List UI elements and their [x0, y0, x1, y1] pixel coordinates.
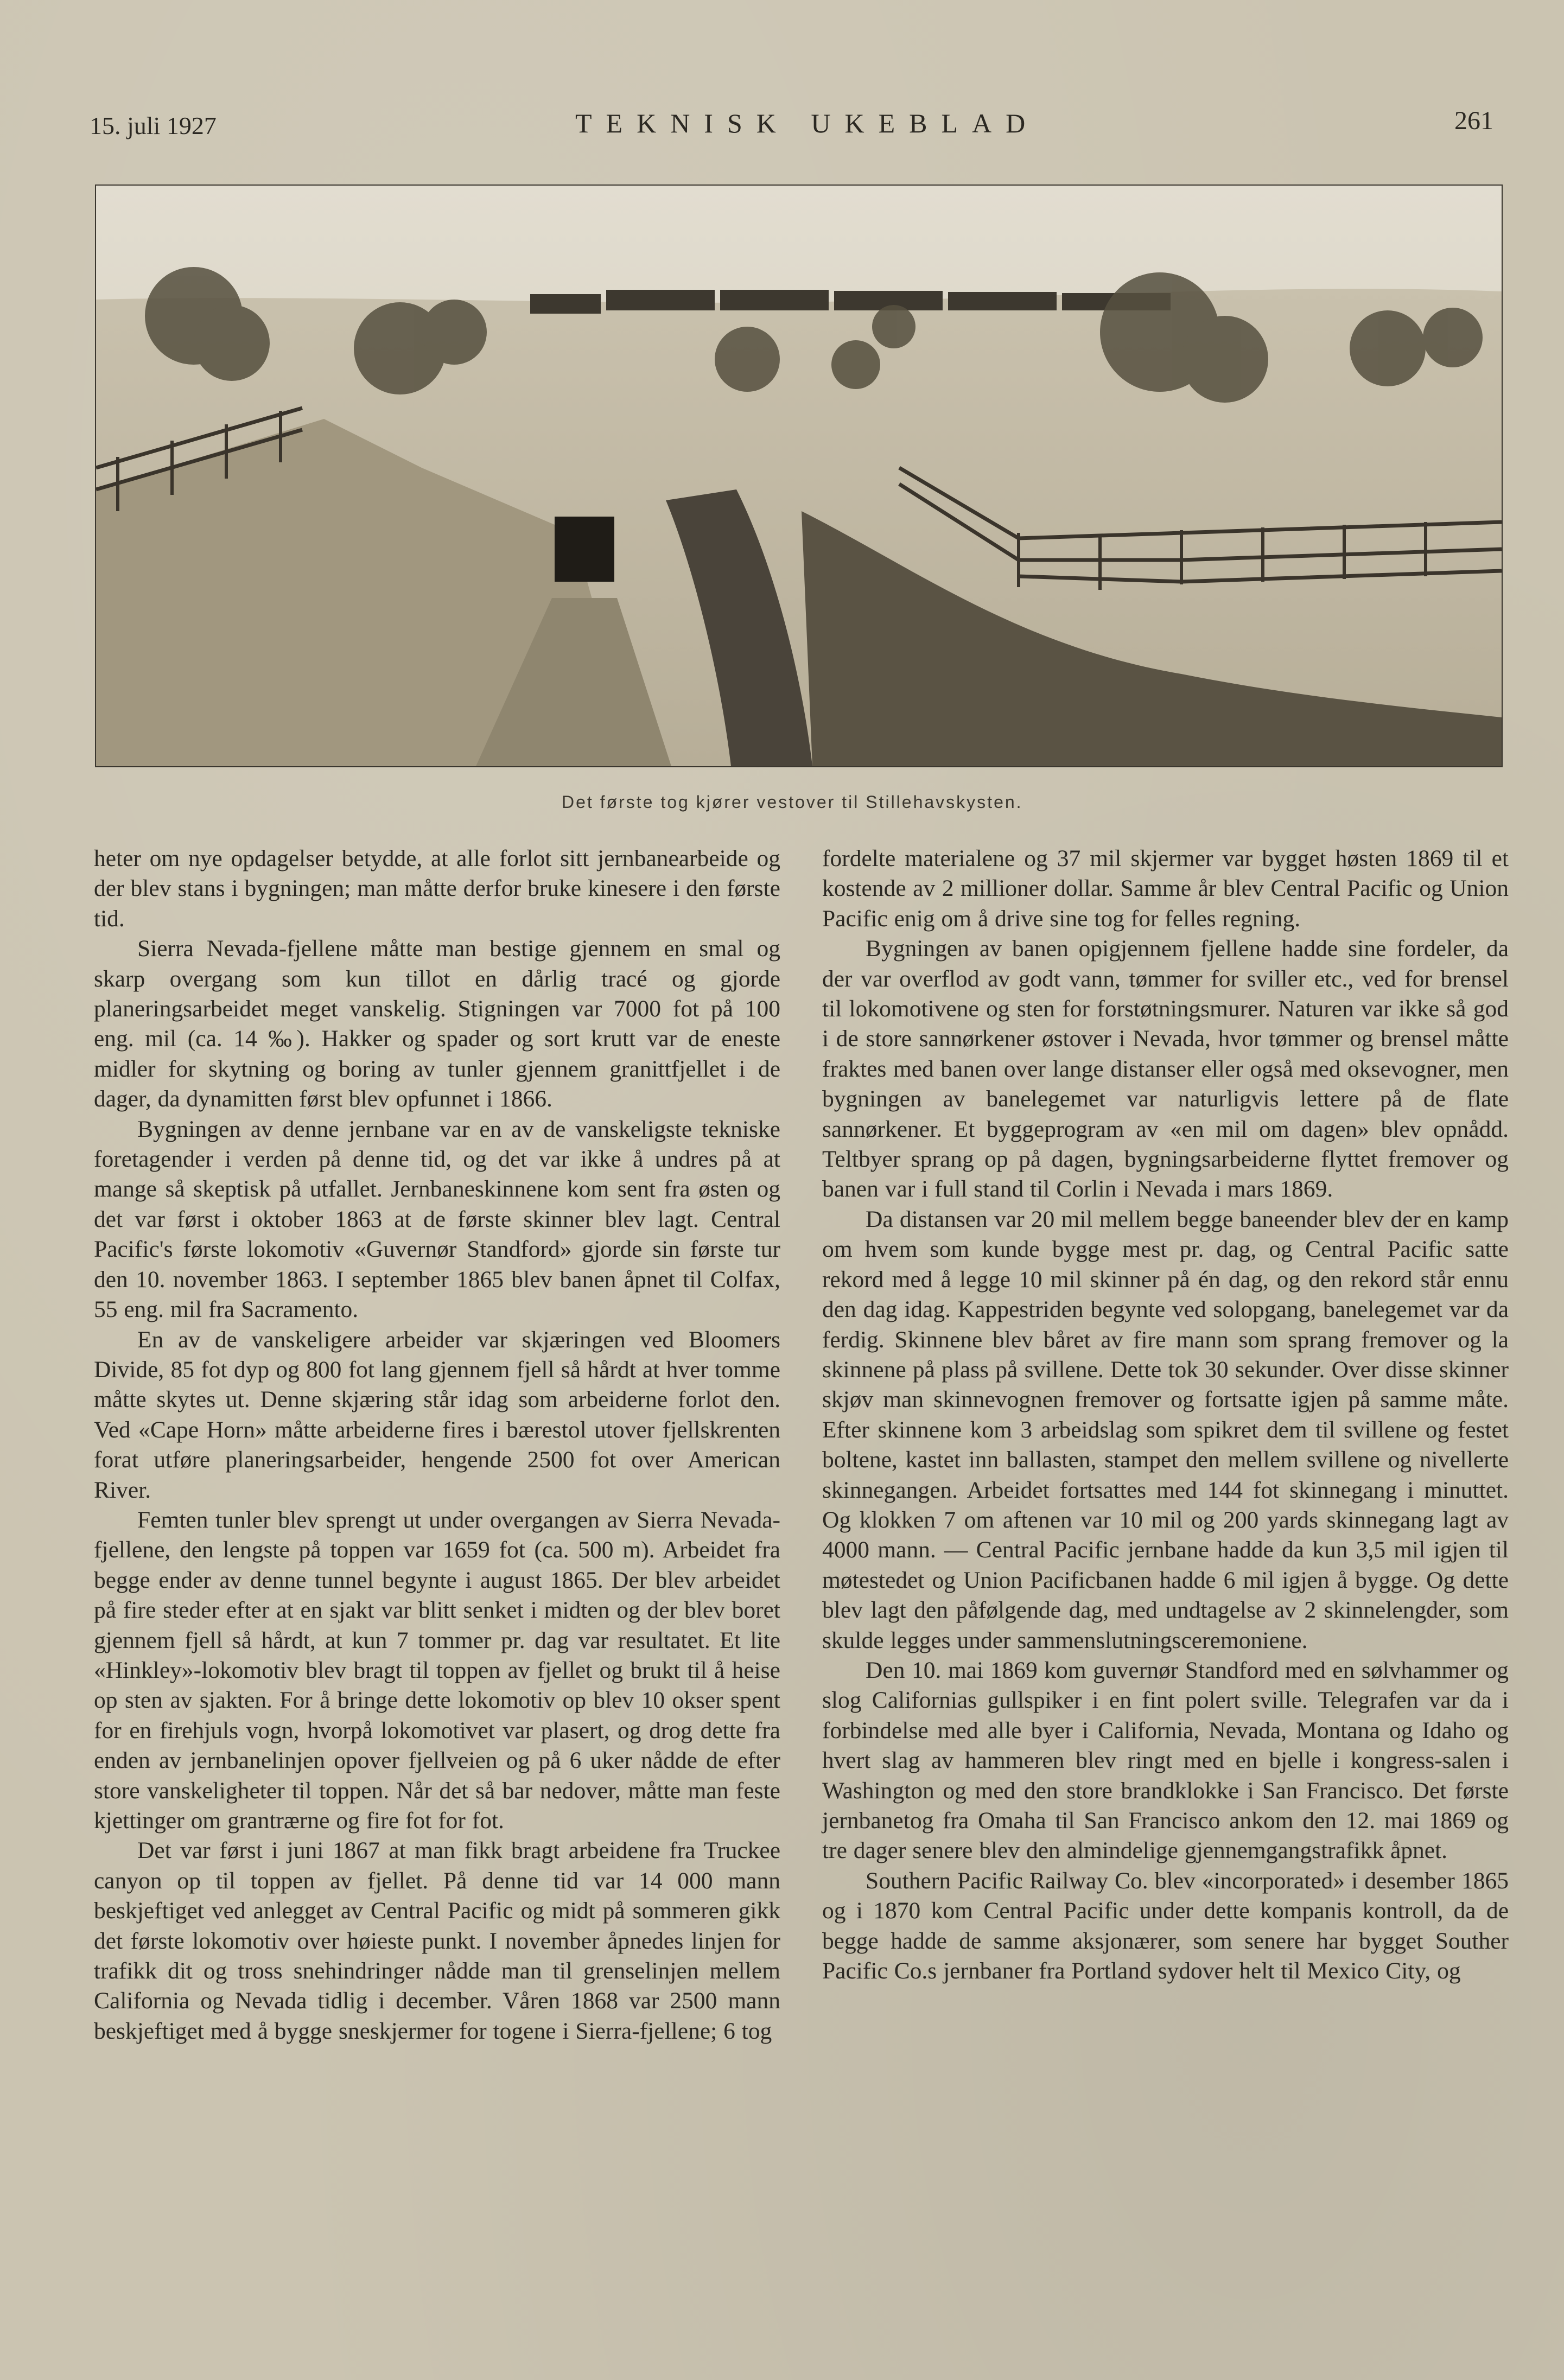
- paragraph: Det var først i juni 1867 at man fikk bragt arbeidene fra Truckee canyon op til toppen av fjellet. På denne tid var 14 000 mann beskjeftiget ved anlegget av Central Pacific og midt på sommeren gikk det første lokomotiv over høieste punkt. I november åpnedes linjen for trafikk dit og tross snehindringer nådde man til grenselinjen mellem California og Nevada tidlig i december. Våren 1868 var 2500 mann beskjeftiget med å bygge sneskjermer for togene i Sierra-fjellene; 6 tog: [94, 1837, 780, 2044]
- issue-date: 15. juli 1927: [90, 112, 217, 139]
- paragraph: Bygningen av denne jernbane var en av de vanskeligste tekniske foretagender i verden på denne tid, og det var ikke å undres på at mange så skeptisk på utfallet. Jernbaneskinnene kom sent fra østen og det var først i oktober 1863 at de første skinner blev lagt. Central Pacific's første lokomotiv «Guvernør Standford» gjorde sin første tur den 10. november 1863. I september 1865 blev banen åpnet til Colfax, 55 eng. mil fra Sacramento.: [94, 1116, 780, 1323]
- train-photograph: [95, 184, 1503, 767]
- paragraph: Sierra Nevada-fjellene måtte man bestige gjennem en smal og skarp overgang som kun tillot en dårlig tracé og gjorde planeringsarbeidet meget vanskelig. Stigningen var 7000 fot på 100 eng. mil (ca. 14 ‰). Hakker og spader og sort krutt var de eneste midler for skytning og boring av tunler gjennem granittfjellet i de dager, da dynamitten først blev opfunnet i 1866.: [94, 936, 780, 1112]
- right-column: [822, 844, 1509, 1986]
- paragraph: Bygningen av banen opigjennem fjellene hadde sine fordeler, da der var overflod av godt vann, tømmer for sviller etc., ved for brensel til lokomotivene og sten for forstøtningsmurer. Naturen var ikke så god i de store sannørkener østover i Nevada, hvor tømmer og brensel måtte fraktes med banen over lange distanser eller også med oksevogner, men bygningen av banelegemet var naturligvis lettere på de flate sannørkener. Et byggeprogram av «en mil om dagen» blev opnådd. Teltbyer sprang op på dagen, bygningsarbeiderne flyttet fremover og banen var i full stand til Corlin i Nevada i mars 1869.: [822, 936, 1509, 1202]
- journal-title: TEKNISK UKEBLAD: [575, 108, 1040, 138]
- left-column: [94, 844, 780, 2046]
- paragraph: heter om nye opdagelser betydde, at alle forlot sitt jernbanearbeide og der blev stans i bygningen; man måtte derfor bruke kinesere i den første tid.: [94, 845, 780, 932]
- paragraph: fordelte materialene og 37 mil skjermer var bygget høsten 1869 til et kostende av 2 millioner dollar. Samme år blev Central Pacific og Union Pacific enig om å drive sine tog for felles regning.: [822, 845, 1509, 932]
- paragraph: Den 10. mai 1869 kom guvernør Standford med en sølvhammer og slog Californias gullspiker i en fint polert sville. Telegrafen var da i forbindelse med alle byer i California, Nevada, Montana og Idaho og hvert slag av hammeren blev ringt med en bjelle i kongress-salen i Washington og med den store brandklokke i San Francisco. Det første jernbanetog fra Omaha til San Francisco ankom den 12. mai 1869 og tre dager senere blev den almindelige gjennemgangstrafikk åpnet.: [822, 1657, 1509, 1864]
- paragraph: En av de vanskeligere arbeider var skjæringen ved Bloomers Divide, 85 fot dyp og 800 fot lang gjennem fjell så hårdt at hver tomme måtte skytes ut. Denne skjæring står idag som arbeiderne forlot den. Ved «Cape Horn» måtte arbeiderne fires i bærestol utover fjellskrenten forat utføre planeringsarbeider, hengende 2500 fot over American River.: [94, 1326, 780, 1503]
- paragraph: Femten tunler blev sprengt ut under overgangen av Sierra Nevada-fjellene, den lengste på toppen var 1659 fot (ca. 500 m). Arbeidet fra begge ender av denne tunnel begynte i august 1865. Der blev arbeidet på fire steder efter at en sjakt var blitt senket i midten og der blev boret gjennem fjell så hårdt, at kun 7 tommer pr. dag var resultatet. Et lite «Hinkley»-lokomotiv blev bragt til toppen av fjellet og brukt til å heise op sten av sjakten. For å bringe dette lokomotiv op blev 10 okser spent for en firehjuls vogn, hvorpå lokomotivet var plasert, og drog dette fra enden av jernbanelinjen opover fjellveien og på 6 uker nådde de efter store vanskeligheter til toppen. Når det så bar nedover, måtte man feste kjettinger om grantrærne og fire fot for fot.: [94, 1506, 780, 1834]
- paragraph: Southern Pacific Railway Co. blev «incorporated» i desember 1865 og i 1870 kom Central Pacific under dette kompanis kontroll, da de begge hadde de samme aksjonærer, som senere har bygget Souther Pacific Co.s jernbaner fra Portland sydover helt til Mexico City, og: [822, 1867, 1509, 1984]
- photo-caption: Det første tog kjører vestover til Stillehavskysten.: [562, 792, 1023, 812]
- page-number: 261: [1454, 106, 1493, 135]
- paragraph: Da distansen var 20 mil mellem begge baneender blev der en kamp om hvem som kunde bygge mest pr. dag, og Central Pacific satte rekord med å legge 10 mil skinner på én dag, og den rekord står ennu den dag idag. Kappestriden begynte ved solopgang, banelegemet var da ferdig. Skinnene blev båret av fire mann som sprang fremover og la skinnene på plass på svillene. Dette tok 30 sekunder. Over disse skinner skjøv man skinnevognen fremover og fortsatte igjen på samme måte. Efter skinnene kom 3 arbeidslag som spikret dem til svillene og festet boltene, kastet inn ballasten, stampet den mellem svillene og nivellerte skinnegangen. Arbeidet fortsattes med 144 fot skinnegang i minuttet. Og klokken 7 om aftenen var 10 mil og 200 yards skinnegang lagt av 4000 mann. — Central Pacific jernbane hadde da kun 3,5 mil igjen til møtestedet og Union Pacificbanen hadde 6 mil igjen å bygge. Og dette blev lagt den påfølgende dag, med undtagelse av 2 skinnelengder, som skulde legges under sammenslutningsceremoniene.: [822, 1206, 1509, 1653]
